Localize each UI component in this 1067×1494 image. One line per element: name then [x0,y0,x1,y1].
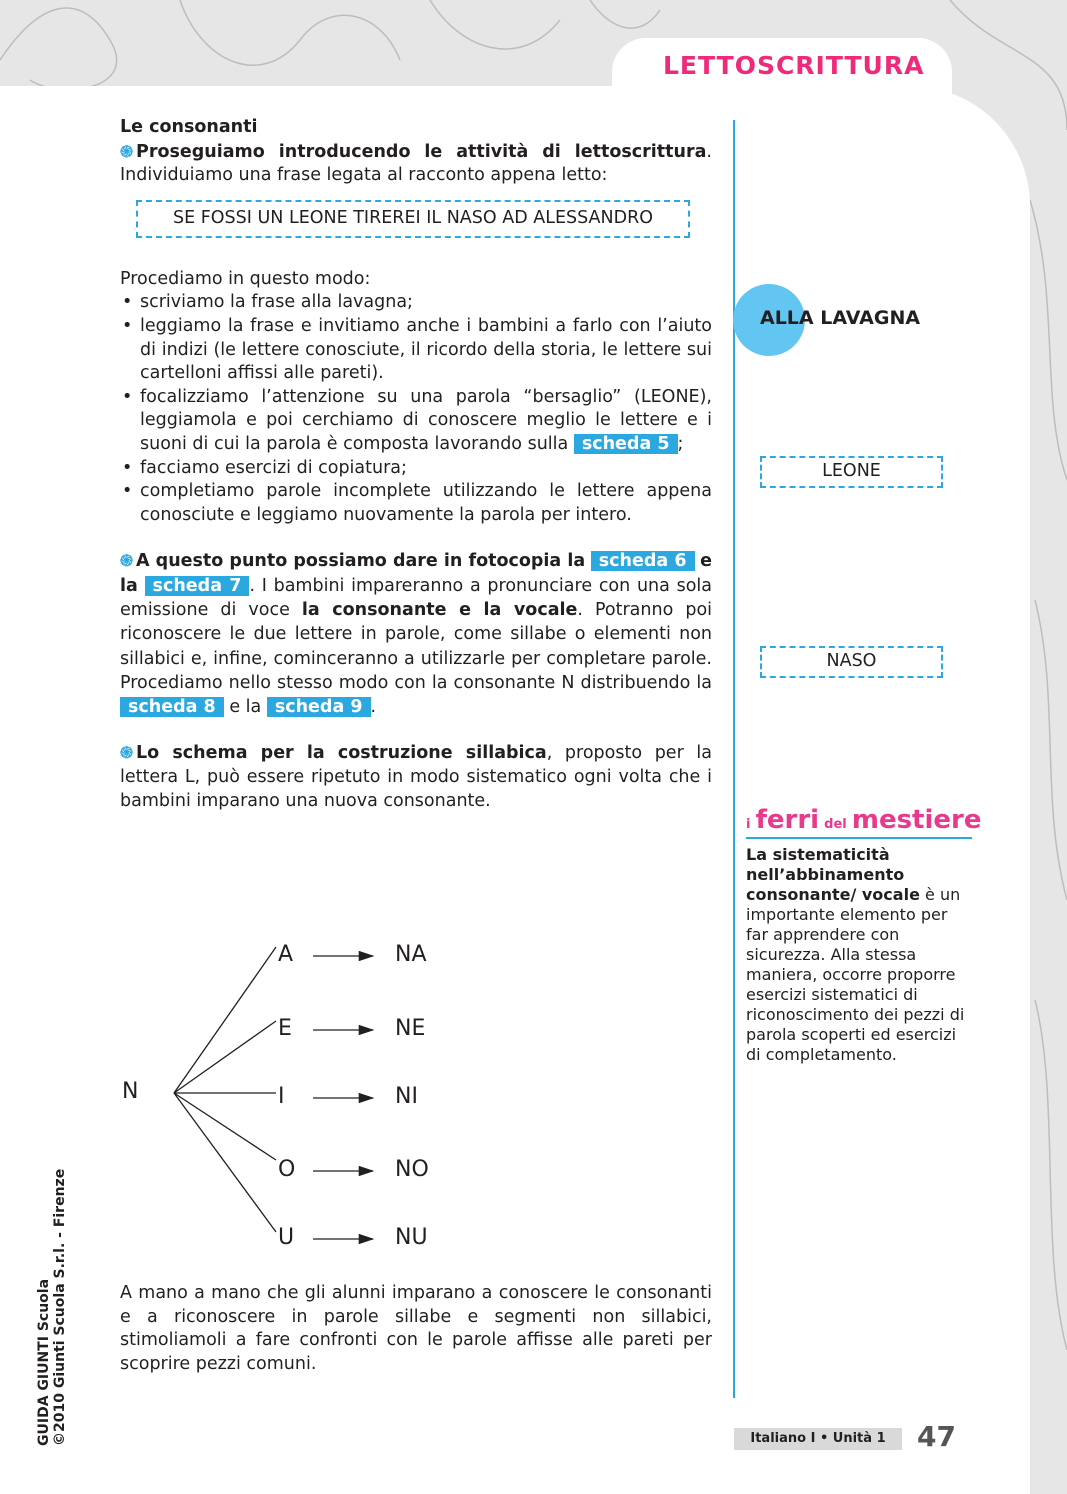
procedure-list [120,291,712,527]
diagram-lines [118,935,538,1255]
diagram-root: N [122,1079,139,1104]
syllable-label: NA [395,942,427,967]
spiral-icon: ֍ [120,551,134,571]
syllable-diagram [118,935,538,1255]
vowel-label: O [278,1157,296,1182]
main-column [120,116,712,813]
syllable-label: NE [395,1016,426,1041]
scheda-8-link[interactable]: scheda 8 [120,697,224,717]
branch-a [174,947,276,1093]
board-word-naso: NASO [760,646,943,678]
board-word-leone: LEONE [760,456,943,488]
ferri-del-mestiere-title: i ferri del mestiere [746,805,972,839]
sentence-box: SE FOSSI UN LEONE TIREREI IL NASO AD ALESSANDRO [136,200,690,238]
paragraph-2: ֍ A questo punto possiamo dare in fotocopia la scheda 6 e la scheda 7 . I bambini impareranno a pronunciare con una sola emissione di voce la consonante e la vocale. Potranno poi riconoscere le due lettere in parole, come sillabe o elementi non sillabici e, infine, cominceranno a utilizzarle per completare parole. Procediamo nello stesso modo con la consonante N distribuendo la scheda 8 e la scheda 9 . [120,551,713,718]
scheda-9-link[interactable]: scheda 9 [267,697,371,717]
closing-paragraph-wrap [120,1282,712,1376]
page-number: 47 [917,1420,956,1453]
syllable-label: NI [395,1084,418,1109]
paragraph-3: ֍ Lo schema per la costruzione sillabica, proposto per la lettera L, può essere ripetuto in modo sistematico ogni volta che i bambini imparano una nuova consonante. [120,743,712,811]
vowel-label: A [278,942,294,967]
scheda-5-link[interactable]: scheda 5 [574,434,678,454]
sidebar-heading: ALLA LAVAGNA [760,307,921,329]
list-item: • completiamo parole incomplete utilizzando le lettere appena conosciute e leggiamo nuovamente la parola per intero. [120,480,712,527]
scheda-7-link[interactable]: scheda 7 [145,576,250,596]
vowel-label: I [278,1084,285,1109]
branch-e [174,1021,276,1093]
list-item: • facciamo esercizi di copiatura; [120,457,712,481]
list-item: • leggiamo la frase e invitiamo anche i bambini a farlo con l’aiuto di indizi (le lettere conosciute, il ricordo della storia, le lettere sui cartelloni affissi alle pareti). [120,315,712,386]
ferri-del-mestiere-note: La sistematicità nell’abbinamento consonante/ vocale è un importante elemento per far apprendere con sicurezza. Alla stessa maniera, occorre proporre esercizi sistematici di riconoscimento dei pezzi di parola scoperti ed esercizi di completamento. [746,845,965,1064]
scheda-6-link[interactable]: scheda 6 [591,551,695,571]
spiral-icon: ֍ [120,743,134,763]
list-item: • scriviamo la frase alla lavagna; [120,291,712,315]
publisher-credit: GUIDA GIUNTI Scuola ©2010 Giunti Scuola S.r.l. - Firenze [36,1168,68,1446]
vowel-label: U [278,1225,295,1250]
branch-u [174,1093,276,1232]
list-item: • focalizziamo l’attenzione su una parola “bersaglio” (LEONE), leggiamola e poi cerchiamo di conoscere meglio le lettere e i suoni di cui la parola è composta lavorando sulla scheda 5 ; [120,386,712,457]
branch-o [174,1093,276,1160]
spiral-icon: ֍ [120,141,134,161]
vowel-label: E [278,1016,292,1041]
unit-label: Italiano I • Unità 1 [734,1428,902,1450]
paragraph-1: ֍ Proseguiamo introducendo le attività di lettoscrittura. Individuiamo una frase legata al racconto appena letto: [120,141,712,186]
paragraph-4: A mano a mano che gli alunni imparano a conoscere le consonanti e a riconoscere in parole sillabe e segmenti non sillabici, stimoliamoli a fare confronti con le parole affisse alle pareti per scoprire pezzi comuni. [120,1283,712,1374]
syllable-label: NU [395,1225,428,1250]
syllable-label: NO [395,1157,429,1182]
procedure-intro: Procediamo in questo modo: [120,268,371,289]
section-title: LETTOSCRITTURA [663,51,925,80]
section-heading: Le consonanti [120,117,258,137]
